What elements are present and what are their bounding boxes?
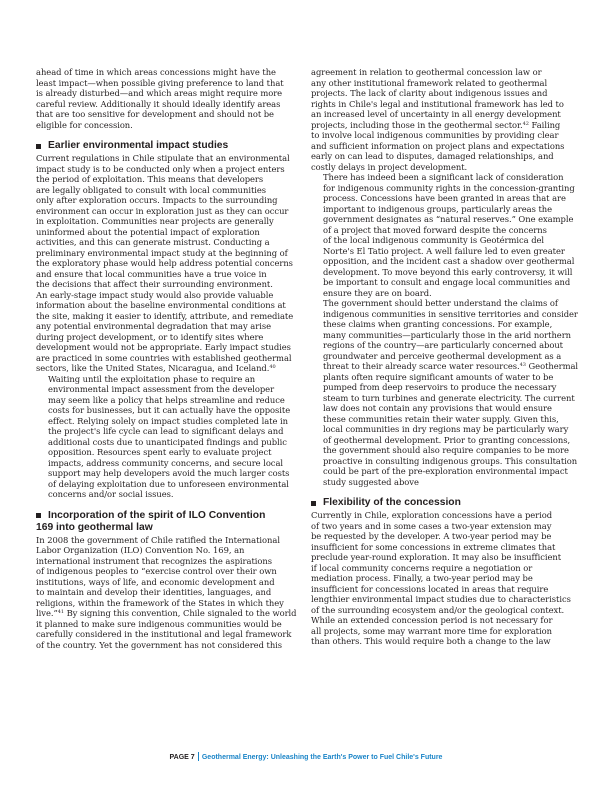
paragraph-line: that are too sensitive for development and should not be xyxy=(36,109,274,119)
paragraph-line: information about the baseline environmental conditions at xyxy=(36,300,286,310)
paragraph-line: if local community concerns require a negotiation or xyxy=(311,562,533,573)
bullet-icon xyxy=(36,513,41,518)
paragraph-line: may seem like a policy that helps streamline and reduce xyxy=(48,394,285,405)
paragraph-line: an increased level of uncertainty in all energy development xyxy=(311,109,561,119)
paragraph-line: Geothermal xyxy=(525,361,579,371)
paragraph-line: government designates as “natural reserves.” One example xyxy=(323,214,574,224)
section-heading xyxy=(36,510,297,534)
footnote-ref: 42 xyxy=(522,120,529,127)
paragraph-line: costs for businesses, but it can actually have the opposite xyxy=(48,405,291,415)
paragraph-line: indigenous communities in sensitive territories and consider xyxy=(323,308,578,319)
paragraph-line: careful review. Additionally it should ideally identify areas xyxy=(36,98,281,109)
paragraph-line: environment can occur in exploration just as they can occur xyxy=(36,205,289,216)
paragraph-line: agreement in relation to geothermal concession law or xyxy=(311,67,542,77)
paragraph-line: impacts, address community concerns, and secure local xyxy=(48,457,284,468)
paragraph-line: opposition. Resources spent early to evaluate project xyxy=(48,447,272,457)
paragraph-line: The government should better understand the claims of xyxy=(323,298,558,308)
heading-line: Incorporation of the spirit of ILO Convention xyxy=(48,509,266,521)
paragraph-line: it planned to make sure indigenous communities would be xyxy=(36,618,282,629)
paragraph-line: Waiting until the exploitation phase to require an xyxy=(48,373,256,384)
paragraph-line: carefully considered in the institutional and legal framework xyxy=(36,629,292,639)
paragraph xyxy=(36,535,297,651)
paragraph-line: Failing xyxy=(528,119,561,130)
paragraph-line: could be part of the pre-exploration environmental impact xyxy=(323,466,568,476)
paragraph-line: sectors, like the United States, Nicaragua, and Iceland. xyxy=(36,363,270,373)
paragraph-line: of the country. Yet the government has not considered this xyxy=(36,639,283,650)
paragraph-line: process. Concessions have been granted in areas that are xyxy=(323,193,566,203)
paragraph-line: study suggested above xyxy=(323,476,419,487)
footnote-ref: 43 xyxy=(519,362,526,368)
paragraph-line: of a project that moved forward despite the concerns xyxy=(323,224,547,235)
paragraph-line: be requested by the developer. A two-year period may be xyxy=(311,531,552,541)
paragraph-line: least impact—when possible giving preference to land that xyxy=(36,77,284,88)
paragraph-line: of the surrounding ecosystem and/or the geological context. xyxy=(311,604,565,615)
paragraph-line: these claims when granting concessions. For example, xyxy=(323,319,553,329)
paragraph-line: support may help developers avoid the much larger costs xyxy=(48,468,290,478)
paragraph-line: projects, including those in the geothermal sector. xyxy=(311,119,523,130)
paragraph-line: many communities—particularly those in the arid northern xyxy=(323,329,571,340)
paragraph-line: mediation process. Finally, a two-year period may be xyxy=(311,573,533,583)
paragraph-line: is already disturbed—and which areas might require more xyxy=(36,88,283,98)
section-heading xyxy=(36,140,297,152)
paragraph-line: development. To move beyond this early controversy, it will xyxy=(323,266,573,277)
footer-title: Geothermal Energy: Unleashing the Earth's Power to Fuel Chile's Future xyxy=(201,754,443,761)
paragraph-line: live.” xyxy=(36,608,58,618)
paragraph-line: Labor Organization (ILO) Convention No. 169, an xyxy=(36,545,245,555)
paragraph-line: of the local indigenous community is Geotérmica del xyxy=(323,235,545,245)
paragraph-line: and sufficient information on project plans and expectations xyxy=(311,140,565,151)
paragraph-line: costly delays in project development. xyxy=(311,161,468,172)
paragraph-line: opposition, and the incident cast a shadow over geothermal xyxy=(323,256,575,266)
paragraph-line: local communities in dry regions may be particularly wary xyxy=(323,424,569,434)
paragraph-line: any potential environmental degradation that may arise xyxy=(36,321,271,331)
paragraph-line: ahead of time in which areas concessions might have the xyxy=(36,67,276,77)
paragraph-line: In 2008 the government of Chile ratified the International xyxy=(36,534,280,545)
paragraph-line: early on can lead to disputes, damaged relationships, and xyxy=(311,151,554,161)
paragraph-line: pumped from deep reservoirs to produce the necessary xyxy=(323,382,557,392)
paragraph-line: By signing this convention, Chile signaled to the world xyxy=(63,608,297,618)
paragraph xyxy=(311,298,579,487)
heading-text: Earlier environmental impact studies xyxy=(48,140,229,151)
paragraph-line: ensure they are on board. xyxy=(323,287,432,298)
footnote-ref: 41 xyxy=(57,609,64,615)
paragraph-line: be important to consult and engage local communities and xyxy=(323,277,571,287)
paragraph-line: the site, making it easier to identify, attribute, and remediate xyxy=(36,310,294,321)
paragraph-line: religions, within the framework of the States in which they xyxy=(36,597,284,608)
paragraph xyxy=(311,67,572,172)
paragraph-line: any other institutional framework related to geothermal xyxy=(311,77,548,88)
paragraph-line: preliminary environmental impact study at the beginning of xyxy=(36,247,288,258)
paragraph-line: are practiced in some countries with established geothermal xyxy=(36,352,292,363)
paragraph-line: the government should also require companies to be more xyxy=(323,445,569,455)
paragraph xyxy=(36,153,297,374)
page-number: PAGE 7 xyxy=(169,754,195,761)
paragraph xyxy=(36,374,297,500)
heading-text xyxy=(36,509,266,534)
paragraph-line: of two years and in some cases a two-year extension may xyxy=(311,520,552,531)
paragraph-line: An early-stage impact study would also provide valuable xyxy=(36,289,274,300)
footnote-ref: 40 xyxy=(269,364,276,370)
paragraph-line: There has indeed been a significant lack of consideration xyxy=(323,172,564,182)
paragraph xyxy=(36,67,297,130)
paragraph-line: for indigenous community rights in the concession-granting xyxy=(323,182,575,193)
paragraph-line: institutions, ways of life, and economic development and xyxy=(36,576,275,587)
paragraph-line: Norte's El Tatio project. A well failure led to even greater xyxy=(323,245,565,256)
paragraph-line: the period of exploitation. This means that developers xyxy=(36,174,264,184)
paragraph-line: groundwater and perceive geothermal development as a xyxy=(323,350,562,361)
paragraph-line: all projects, some may warrant more time for exploration xyxy=(311,625,552,636)
paragraph-line: to maintain and develop their identities, languages, and xyxy=(36,587,272,597)
paragraph-line: threat to their already scarce water resources. xyxy=(323,361,520,371)
heading-line: 169 into geothermal law xyxy=(36,521,153,533)
right-column xyxy=(311,67,579,647)
page-footer xyxy=(0,752,612,761)
paragraph-line: Currently in Chile, exploration concessions have a period xyxy=(311,510,553,520)
paragraph-line: Current regulations in Chile stipulate that an environmental xyxy=(36,153,290,163)
paragraph-line: the exploratory phase would help address potential concerns xyxy=(36,258,293,268)
paragraph-line: of geothermal development. Prior to granting concessions, xyxy=(323,434,571,445)
paragraph-line: of delaying exploitation due to unforeseen environmental xyxy=(48,478,289,489)
paragraph-line: lengthier environmental impact studies due to characteristics xyxy=(311,594,571,604)
paragraph-line: are legally obligated to consult with local communities xyxy=(36,184,267,195)
paragraph-line: steam to turn turbines and generate electricity. The current xyxy=(323,392,575,403)
bullet-icon xyxy=(36,144,41,149)
paragraph-line: these communities retain their water supply. Given this, xyxy=(323,413,559,424)
paragraph-line: to involve local indigenous communities by providing clear xyxy=(311,130,559,140)
paragraph-line: effect. Relying solely on impact studies completed late in xyxy=(48,415,288,426)
heading-text: Flexibility of the concession xyxy=(323,497,461,508)
paragraph-line: projects. The lack of clarity about indigenous issues and xyxy=(311,88,548,98)
paragraph-line: environmental impact assessment from the developer xyxy=(48,384,275,394)
paragraph-line: insufficient for some concessions in extreme climates that xyxy=(311,541,556,552)
paragraph-line: concerns and/or social issues. xyxy=(48,489,174,499)
paragraph-line: the project's life cycle can lead to significant delays and xyxy=(48,426,284,436)
paragraph-line: of indigenous peoples to “exercise control over their own xyxy=(36,566,277,576)
paragraph-line: international instrument that recognizes the aspirations xyxy=(36,555,272,566)
paragraph-line: regions of the country—are particularly concerned about xyxy=(323,340,563,350)
paragraph xyxy=(311,510,572,647)
paragraph-line: impact study is to be conducted only when a project enters xyxy=(36,163,285,174)
paragraph-line: insufficient for concessions located in areas that require xyxy=(311,583,549,594)
paragraph-line: law does not contain any provisions that would ensure xyxy=(323,403,552,413)
paragraph-line: activities, and this can generate mistrust. Conducting a xyxy=(36,237,270,247)
paragraph-line: the decisions that affect their surrounding environment. xyxy=(36,279,273,289)
paragraph xyxy=(311,172,575,298)
paragraph-line: While an extended concession period is not necessary for xyxy=(311,615,553,625)
paragraph-line: in exploitation. Communities near projects are generally xyxy=(36,216,274,226)
paragraph-line: rights in Chile's legal and institutional framework has led to xyxy=(311,98,564,109)
paragraph-line: development would not be appropriate. Early impact studies xyxy=(36,342,291,352)
paragraph-line: only after exploration occurs. Impacts to the surrounding xyxy=(36,195,278,205)
paragraph-line: uninformed about the potential impact of exploration xyxy=(36,226,260,237)
paragraph-line: proactive in consulting indigenous groups. This consultation xyxy=(323,455,578,466)
paragraph-line: than others. This would require both a change to the law xyxy=(311,636,551,646)
paragraph-line: eligible for concession. xyxy=(36,119,133,130)
paragraph-line: and ensure that local communities have a true voice in xyxy=(36,268,267,279)
paragraph-line: additional costs due to unanticipated findings and public xyxy=(48,436,287,447)
left-column xyxy=(36,67,297,650)
bullet-icon xyxy=(311,501,316,506)
footer-divider xyxy=(198,752,199,761)
paragraph-line: preclude year-round exploration. It may also be insufficient xyxy=(311,552,562,562)
paragraph-line: plants often require significant amounts of water to be xyxy=(323,371,554,382)
paragraph-line: during project development, or to identify sites where xyxy=(36,331,264,342)
section-heading xyxy=(311,497,572,509)
paragraph-line: important to indigenous groups, particularly areas the xyxy=(323,203,553,214)
